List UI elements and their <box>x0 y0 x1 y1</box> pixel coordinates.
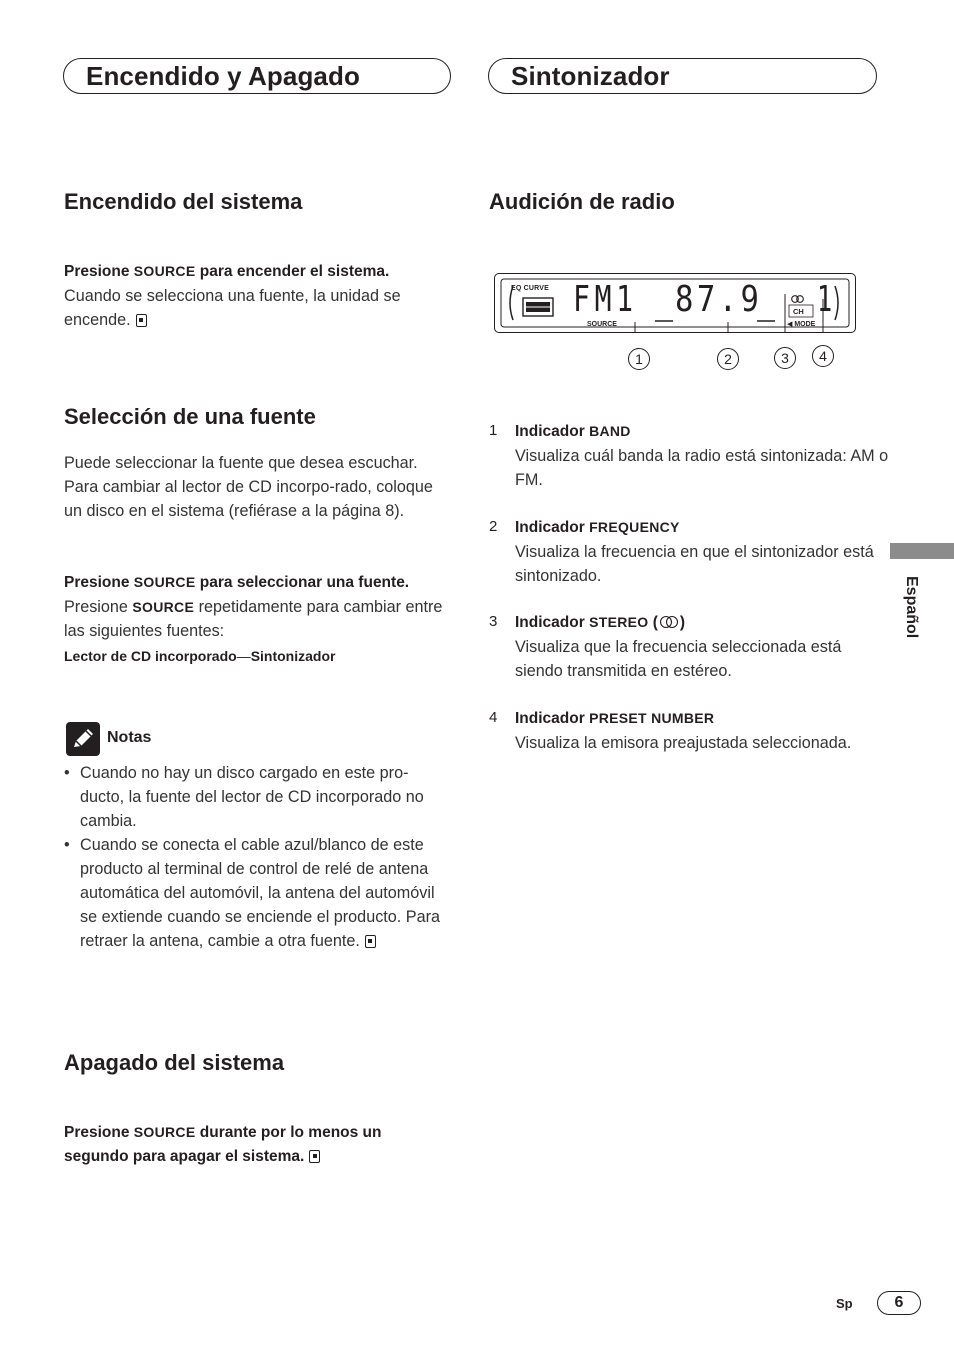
callout-1: 1 <box>628 348 650 370</box>
ch-label: CH <box>793 307 804 316</box>
section-header-left <box>63 58 451 94</box>
header-title-right: Sintonizador <box>511 61 670 91</box>
indicator-frequency: 2 Indicador FREQUENCY Visualiza la frecuencia en que el sintonizador está sintonizado. <box>489 518 874 585</box>
mode-label: ◀ MODE <box>787 321 816 328</box>
sources-list: Lector de CD incorporado—Sintonizador <box>64 648 336 664</box>
language-label: Español <box>903 576 920 639</box>
seleccion-desc: Puede seleccionar la fuente que desea escuchar. Para cambiar al lector de CD incorpo-rado, coloque un disco en el sistema (refiérase a la página 8). <box>64 454 433 520</box>
encendido-instruction: Presione SOURCE para encender el sistema. <box>64 263 390 280</box>
heading-apagado: Apagado del sistema <box>64 1050 285 1075</box>
eq-label: EQ CURVE <box>511 285 550 292</box>
page-number: 6 <box>877 1291 921 1315</box>
seleccion-repeat: Presione SOURCE repetidamente para cambiar entre las siguientes fuentes: <box>64 598 443 640</box>
frequency-indicator: 87.9 <box>675 279 763 320</box>
section-header-right <box>488 58 877 94</box>
indicator-stereo: 3 Indicador STEREO ( ) Visualiza que la frecuencia seleccionada está siendo transmitida en estéreo. <box>489 613 842 680</box>
note-item: • Cuando no hay un disco cargado en este pro-ducto, la fuente del lector de CD incorporado no cambia. <box>64 764 424 830</box>
heading-seleccion: Selección de una fuente <box>64 404 316 429</box>
callout-3: 3 <box>774 347 796 369</box>
preset-indicator: 1 <box>817 279 833 320</box>
note-pen-icon <box>66 722 100 756</box>
language-tab <box>890 543 954 559</box>
note-item: • Cuando se conecta el cable azul/blanco de este producto al terminal de control de relé de antena automática del automóvil, la antena del automóvil se extiende cuando se enciende el producto. Para retraer la antena, cambie a otra fuente. <box>64 836 440 950</box>
band-indicator: FM1 <box>573 279 638 320</box>
footer-lang-code: Sp <box>836 1296 853 1311</box>
indicator-band: 1 Indicador BAND Visualiza cuál banda la radio está sintonizada: AM o FM. <box>489 422 889 489</box>
callout-4: 4 <box>812 345 834 367</box>
encendido-block <box>64 259 449 332</box>
notes-list <box>64 761 450 953</box>
source-label: SOURCE <box>587 321 617 328</box>
end-mark-icon <box>309 1150 320 1163</box>
notes-title: Notas <box>107 729 152 746</box>
seleccion-instruction: Presione SOURCE para seleccionar una fuente. <box>64 574 410 591</box>
heading-radio: Audición de radio <box>489 189 675 214</box>
apagado-instruction: Presione SOURCE durante por lo menos un segundo para apagar el sistema. <box>64 1124 382 1165</box>
end-mark-icon <box>365 935 376 948</box>
radio-display <box>494 273 856 333</box>
encendido-desc: Cuando se selecciona una fuente, la unidad se encende. <box>64 287 401 329</box>
stereo-icon <box>658 615 680 629</box>
callout-2: 2 <box>717 348 739 370</box>
end-mark-icon <box>136 314 147 327</box>
indicator-preset: 4 Indicador PRESET NUMBER Visualiza la emisora preajustada seleccionada. <box>489 709 852 752</box>
heading-encendido: Encendido del sistema <box>64 189 303 214</box>
header-title-left: Encendido y Apagado <box>86 61 360 91</box>
seleccion-block <box>64 570 450 669</box>
